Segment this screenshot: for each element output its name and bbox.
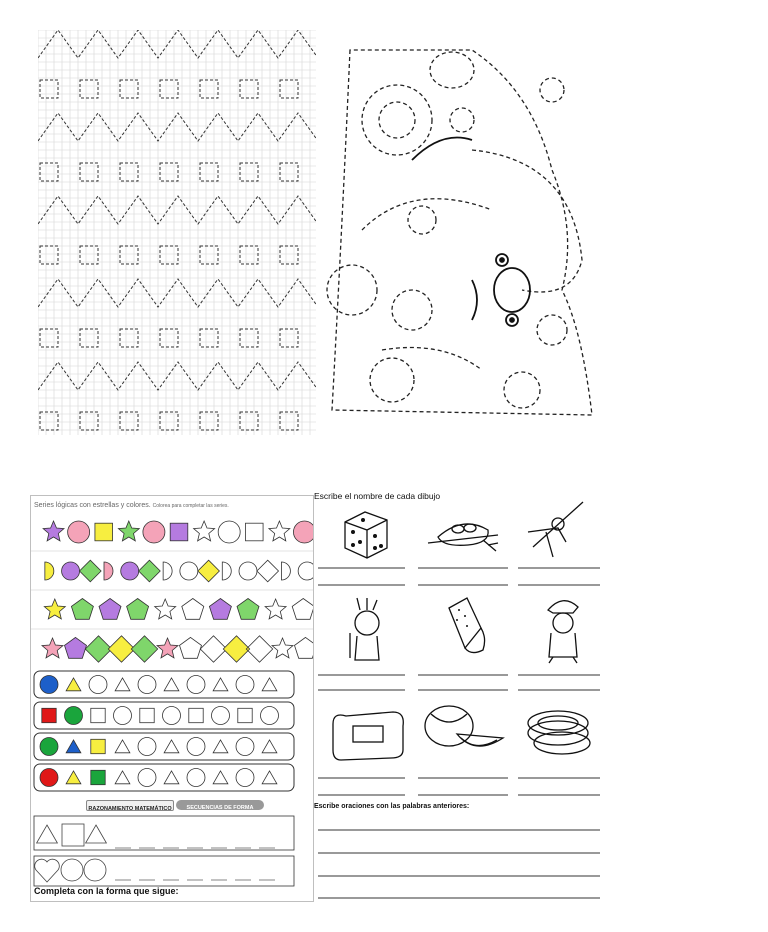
circle-shape <box>187 738 205 756</box>
diamond-shape <box>131 636 157 662</box>
circle-shape <box>89 676 107 694</box>
square-outline <box>240 412 258 430</box>
square-shape <box>91 770 105 784</box>
circle-shape <box>138 676 156 694</box>
square-shape <box>238 708 252 722</box>
circle-shape <box>138 738 156 756</box>
triangle-shape <box>213 678 228 691</box>
square-outline <box>160 412 178 430</box>
triangle-shape <box>213 740 228 753</box>
pentagon-shape <box>209 599 231 620</box>
square-outline <box>160 329 178 347</box>
circle-shape <box>187 676 205 694</box>
circle-shape <box>143 521 165 543</box>
elf-icon <box>548 601 578 663</box>
circle-shape <box>293 521 313 543</box>
triangle-shape <box>115 771 130 784</box>
write-names-worksheet <box>313 490 603 902</box>
circle-shape <box>212 707 230 725</box>
star-shape <box>272 638 293 658</box>
candy-icon <box>528 502 583 557</box>
zigzag-row <box>38 279 316 307</box>
star-shape <box>265 599 286 619</box>
circle-shape <box>61 859 83 881</box>
math-reasoning-tag <box>86 800 174 811</box>
circle-shape <box>218 521 240 543</box>
circle-shape <box>261 707 279 725</box>
square-outline <box>80 246 98 264</box>
square-shape <box>170 523 188 541</box>
answer-box <box>34 816 294 850</box>
triangle-shape <box>164 678 179 691</box>
star-shape <box>44 599 65 619</box>
pentagon-shape <box>295 637 314 658</box>
star-shape <box>269 521 290 541</box>
circle-shape <box>40 769 58 787</box>
triangle-shape <box>262 740 277 753</box>
circle-shape <box>187 769 205 787</box>
indian-child-icon <box>350 598 379 660</box>
triangle-shape <box>66 771 81 784</box>
pentagon-shape <box>99 599 121 620</box>
dashed-coloring-picture <box>322 30 598 430</box>
triangle-shape <box>164 771 179 784</box>
shape-sequence-tag <box>176 800 264 810</box>
square-shape <box>95 523 113 541</box>
triangle-shape <box>86 825 107 843</box>
bread-icon <box>333 712 403 760</box>
square-outline <box>40 246 58 264</box>
circle-shape <box>40 676 58 694</box>
square-outline <box>280 329 298 347</box>
pentagon-shape <box>180 637 202 658</box>
half-circle-shape <box>222 562 231 580</box>
gnome-with-flowers-picture <box>322 30 598 430</box>
circle-shape <box>239 562 257 580</box>
square-outline <box>160 80 178 98</box>
triangle-shape <box>115 740 130 753</box>
half-circle-shape <box>45 562 54 580</box>
square-outline <box>120 329 138 347</box>
circle-shape <box>163 707 181 725</box>
answer-box <box>34 856 294 886</box>
square-outline <box>200 246 218 264</box>
tracing-pattern-worksheet <box>38 30 316 435</box>
logical-series-worksheet <box>30 495 314 902</box>
square-outline <box>240 329 258 347</box>
watermelon-icon <box>425 706 503 746</box>
circle-shape <box>236 769 254 787</box>
circle-shape <box>65 707 83 725</box>
write-sentences-heading: Escribe oraciones con las palabras anteriores: <box>314 803 470 810</box>
square-shape <box>140 708 154 722</box>
zigzag-row <box>38 113 316 141</box>
circle-shape <box>298 562 313 580</box>
tracing-pattern-grid <box>38 30 316 435</box>
square-outline <box>200 80 218 98</box>
pentagon-shape <box>237 599 259 620</box>
pentagon-shape <box>292 599 313 620</box>
square-outline <box>280 80 298 98</box>
circle-shape <box>121 562 139 580</box>
square-outline <box>80 329 98 347</box>
diamond-shape <box>80 560 102 582</box>
write-names-heading: Escribe el nombre de cada dibujo <box>314 491 441 501</box>
square-outline <box>40 80 58 98</box>
square-outline <box>120 246 138 264</box>
star-shape <box>157 638 178 658</box>
diamond-shape <box>139 560 161 582</box>
half-circle-shape <box>163 562 172 580</box>
star-shape <box>43 521 64 541</box>
square-outline <box>80 412 98 430</box>
triangle-shape <box>164 740 179 753</box>
triangle-shape <box>66 740 81 753</box>
square-outline <box>160 246 178 264</box>
circle-shape <box>236 738 254 756</box>
diamond-shape <box>257 560 279 582</box>
square-outline <box>120 80 138 98</box>
square-outline <box>40 412 58 430</box>
pentagon-shape <box>127 599 149 620</box>
circle-shape <box>114 707 132 725</box>
square-outline <box>120 412 138 430</box>
pentagon-shape <box>71 599 93 620</box>
star-shape <box>118 521 139 541</box>
picture-grid <box>313 490 603 902</box>
triangle-shape <box>37 825 58 843</box>
zigzag-row <box>38 196 316 224</box>
square-shape <box>245 523 263 541</box>
square-shape <box>62 824 84 846</box>
cookies-icon <box>528 711 590 754</box>
series-shapes <box>31 496 313 901</box>
series-title: Series lógicas con estrellas y colores. <box>34 502 151 509</box>
math-reasoning-label: RAZONAMIENTO MATEMÁTICO <box>88 806 172 812</box>
half-circle-shape <box>104 562 113 580</box>
shape-sequence-label: SECUENCIAS DE FORMA <box>186 805 254 811</box>
thimble-icon <box>449 598 485 653</box>
nest-icon <box>428 524 498 551</box>
square-shape <box>42 708 56 722</box>
square-shape <box>91 708 105 722</box>
square-outline <box>240 246 258 264</box>
triangle-shape <box>115 678 130 691</box>
square-outline <box>200 329 218 347</box>
triangle-shape <box>213 771 228 784</box>
triangle-shape <box>262 771 277 784</box>
square-outline <box>280 246 298 264</box>
star-shape <box>155 599 176 619</box>
heart-shape <box>35 859 60 882</box>
circle-shape <box>180 562 198 580</box>
circle-shape <box>236 676 254 694</box>
circle-shape <box>40 738 58 756</box>
complete-next-shape-label: Completa con la forma que sigue: <box>34 886 179 896</box>
dice-icon <box>345 512 387 558</box>
triangle-shape <box>262 678 277 691</box>
triangle-shape <box>66 678 81 691</box>
square-outline <box>200 412 218 430</box>
square-outline <box>40 329 58 347</box>
circle-shape <box>138 769 156 787</box>
circle-shape <box>84 859 106 881</box>
star-shape <box>42 638 63 658</box>
half-circle-shape <box>281 562 290 580</box>
square-shape <box>91 739 105 753</box>
pentagon-shape <box>182 599 204 620</box>
square-shape <box>189 708 203 722</box>
star-shape <box>194 521 215 541</box>
circle-shape <box>68 521 90 543</box>
pentagon-shape <box>65 637 87 658</box>
square-outline <box>240 80 258 98</box>
square-outline <box>80 80 98 98</box>
square-outline <box>280 412 298 430</box>
diamond-shape <box>198 560 220 582</box>
series-subtitle: Colorea para completar las series. <box>152 503 229 509</box>
circle-shape <box>62 562 80 580</box>
